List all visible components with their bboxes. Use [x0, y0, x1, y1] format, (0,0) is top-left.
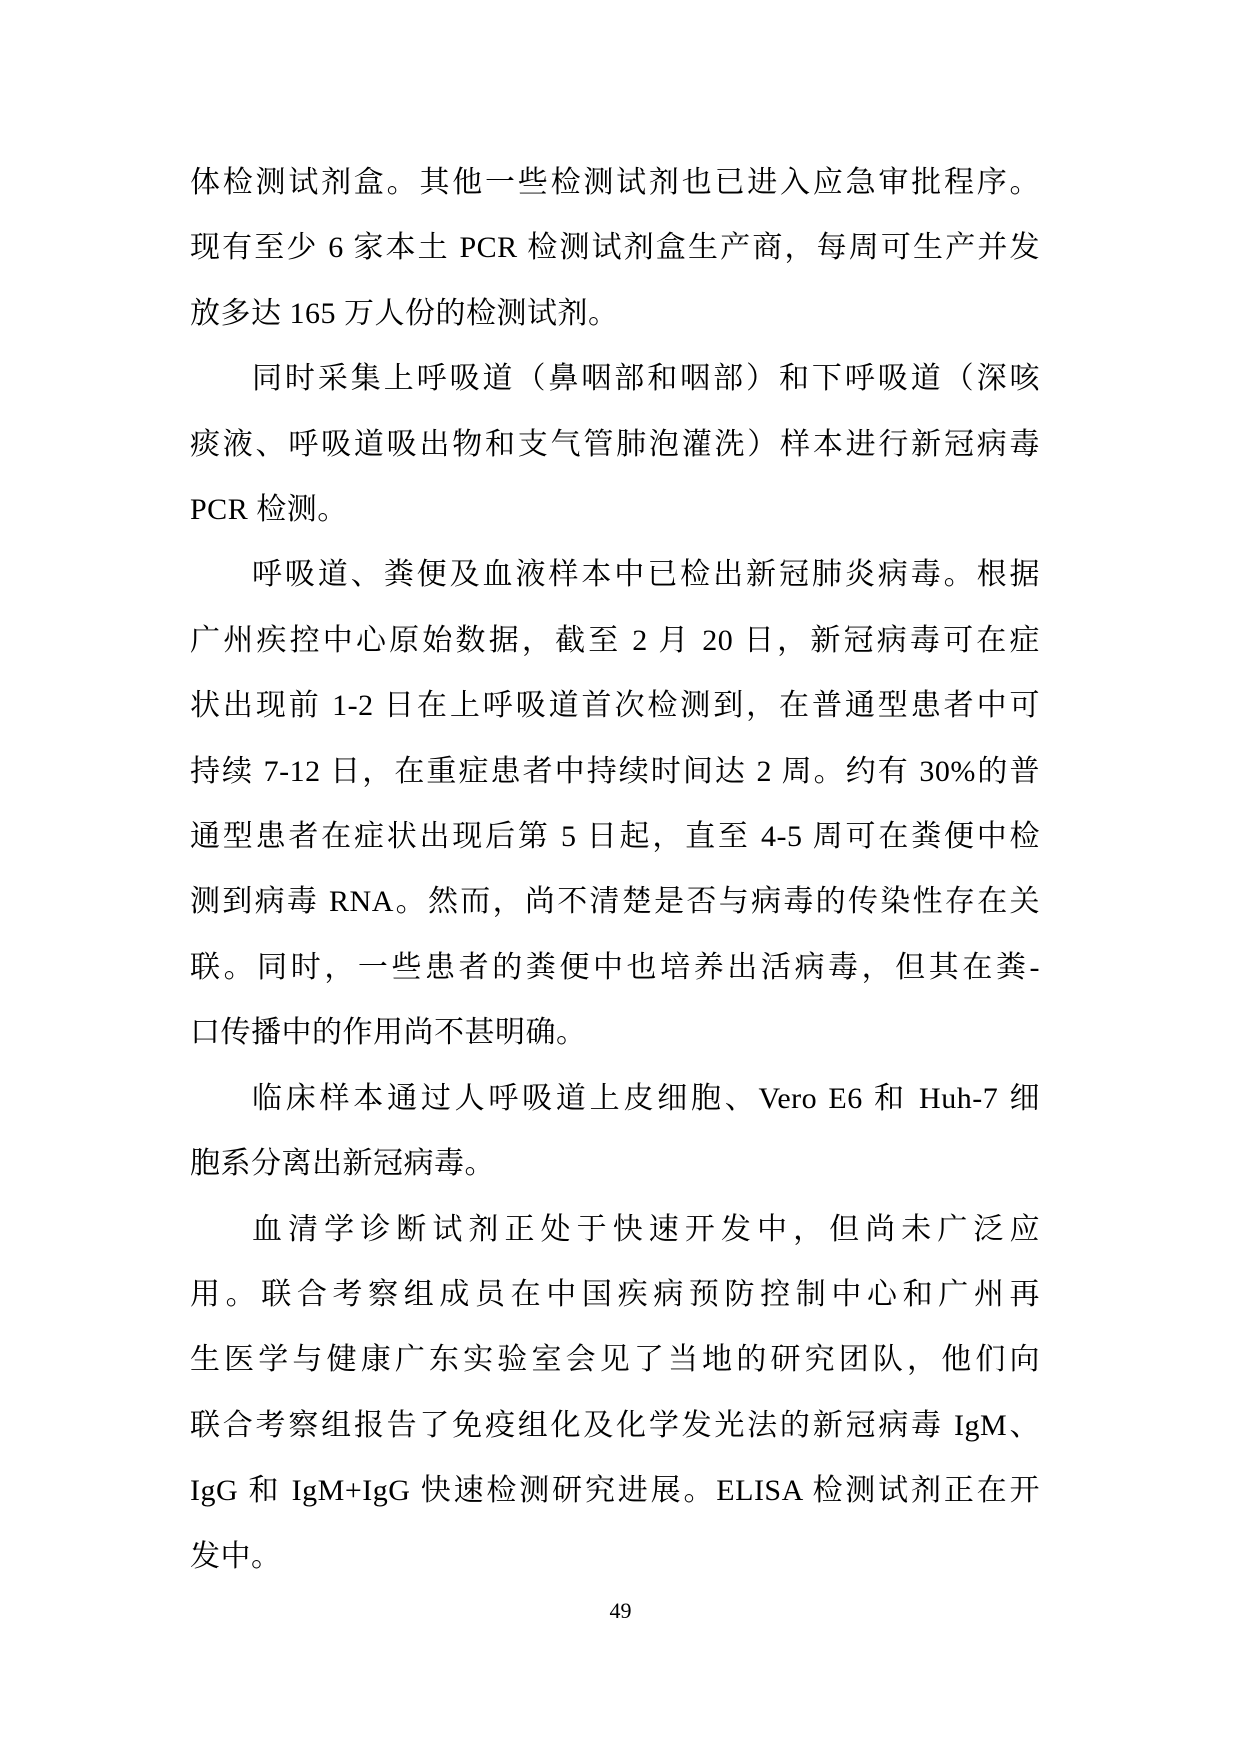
text-line: 状出现前 1-2 日在上呼吸道首次检测到，在普通型患者中可 — [190, 689, 1040, 723]
text-line: 痰液、呼吸道吸出物和支气管肺泡灌洗）样本进行新冠病毒 — [190, 427, 1040, 461]
page-number: 49 — [609, 1598, 632, 1623]
text-line: 临床样本通过人呼吸道上皮细胞、Vero E6 和 Huh-7 细 — [252, 1081, 1040, 1115]
page-body — [190, 150, 1040, 1589]
paragraph — [190, 346, 1040, 542]
paragraph — [190, 1066, 1040, 1197]
text-line: 放多达 165 万人份的检测试剂。 — [190, 296, 619, 330]
text-line: 测到病毒 RNA。然而，尚不清楚是否与病毒的传染性存在关 — [190, 885, 1040, 919]
text-line: 同时采集上呼吸道（鼻咽部和咽部）和下呼吸道（深咳 — [252, 362, 1040, 396]
text-line: 通型患者在症状出现后第 5 日起，直至 4-5 周可在粪便中检 — [190, 820, 1040, 854]
text-line: 体检测试剂盒。其他一些检测试剂也已进入应急审批程序。 — [190, 166, 1040, 199]
text-line: 广州疾控中心原始数据，截至 2 月 20 日，新冠病毒可在症 — [190, 623, 1040, 657]
text-line: 口传播中的作用尚不甚明确。 — [190, 1016, 587, 1050]
text-line: 胞系分离出新冠病毒。 — [190, 1147, 495, 1181]
text-line: 持续 7-12 日，在重症患者中持续时间达 2 周。约有 30%的普 — [190, 754, 1040, 788]
text-line: 联合考察组报告了免疫组化及化学发光法的新冠病毒 IgM、 — [190, 1408, 1040, 1442]
paragraph — [190, 542, 1040, 1065]
page-footer — [0, 1596, 1241, 1626]
text-line: 用。联合考察组成员在中国疾病预防控制中心和广州再 — [190, 1277, 1040, 1311]
text-line: IgG 和 IgM+IgG 快速检测研究进展。ELISA 检测试剂正在开 — [190, 1474, 1040, 1508]
text-line: 血清学诊断试剂正处于快速开发中，但尚未广泛应 — [252, 1212, 1040, 1246]
paragraph — [190, 1197, 1040, 1589]
text-line: 联。同时，一些患者的粪便中也培养出活病毒，但其在粪- — [190, 950, 1040, 984]
text-line: PCR 检测。 — [190, 493, 348, 527]
text-line: 发中。 — [190, 1539, 282, 1573]
text-line: 呼吸道、粪便及血液样本中已检出新冠肺炎病毒。根据 — [252, 558, 1040, 592]
text-line: 生医学与健康广东实验室会见了当地的研究团队，他们向 — [190, 1343, 1040, 1377]
paragraph — [190, 150, 1040, 346]
text-line: 现有至少 6 家本土 PCR 检测试剂盒生产商，每周可生产并发 — [190, 231, 1040, 265]
